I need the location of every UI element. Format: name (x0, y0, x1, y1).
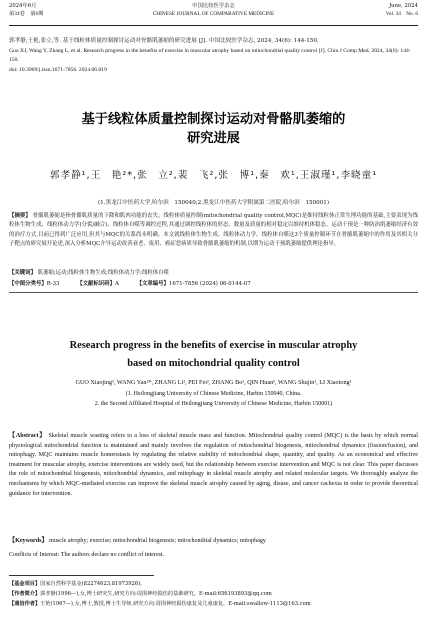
footnote-fund (9, 579, 418, 589)
corresponding-label: 【通信作者】 (9, 601, 41, 607)
title-en (0, 337, 427, 373)
title-en-line: Research progress in the benefits of exercise in muscular atrophy (69, 340, 358, 351)
header-volume-cn: 第34卷 第6期 (9, 11, 44, 17)
header-volume-en: Vol. 34 No. 6 (385, 11, 418, 17)
affiliation-en-1: (1. Heilongjiang University of Chinese Medicine, Harbin 150040, China. (125, 391, 302, 397)
affiliation-en (0, 390, 427, 409)
affiliation-cn: (1.黑龙江中医药大学,哈尔滨 150040;2.黑龙江中医药大学附属第二医院,哈尔滨 150001) (98, 200, 329, 206)
keywords-cn-text: 肌萎缩;运动;线粒体生物生成;线粒体动力学;线粒体自噬 (37, 270, 169, 276)
citation-cn: 郭孝静,王艳,张立,等. 基于线粒体质量控制探讨运动对骨骼肌萎缩的研究进展 [J]. 中国比较医学杂志, 2024, 34(6): 144-150. (9, 38, 319, 44)
abstract-cn-label: 【摘要】 (9, 213, 31, 219)
fund-text: 国家自然科学基金(82274623,81973926)。 (40, 581, 146, 587)
header-date: 2024年6月 (9, 3, 37, 9)
conflict-of-interest (9, 552, 418, 558)
footnote-corresponding (9, 599, 418, 609)
corresponding-text: 王艳(1967—),女,博士,教授,博士生导师,研究方向:周围神经损伤康复及儿童康复。E-mail:swallow-1113@163.com (40, 601, 311, 607)
footnotes (9, 579, 418, 609)
header-date-en: June, 2024 (389, 3, 418, 9)
header-journal-cn: 中国比较医学杂志 (192, 3, 235, 9)
keywords-en (9, 537, 418, 547)
abstract-en-label: 【Abstract】 (9, 433, 47, 439)
keywords-cn-label: 【关键词】 (9, 270, 36, 276)
doc-code-label: 【文献标识码】 (77, 281, 115, 287)
running-header (9, 3, 418, 25)
fund-label: 【基金项目】 (9, 581, 41, 587)
author-bio-text: 郭孝静(1996—),女,博士研究生,研究方向:周围神经损伤的基础研究。E-mail:656193893@qq.com (40, 591, 272, 597)
citation-block (9, 37, 418, 75)
classification-line (9, 280, 418, 289)
title-cn-line: 基于线粒体质量控制探讨运动对骨骼肌萎缩的 (81, 112, 346, 127)
footnote-rule (9, 575, 154, 576)
keywords-cn (9, 269, 418, 278)
citation-en: Guo XJ, Wang Y, Zhang L, et al. Research progress in the benefits of exercise in muscular atrophy based on mitochondrial quality control [J]. Chin J Comp Med, 2024, 34(6): 144-150. (9, 47, 411, 64)
header-journal-en: CHINESE JOURNAL OF COMPARATIVE MEDICINE (152, 11, 275, 17)
title-cn-line: 研究进展 (187, 131, 240, 146)
footnote-author (9, 589, 418, 599)
abstract-cn-text: 骨骼肌萎缩是指骨骼肌质量的下降和肌肉功能的丧失。线粒体质量控制(mitochondrial quality control,MQC)是维持线粒体正常生理功能的基础,主要表现为线粒体生物生成、线粒体动力学(分裂/融合)、线粒体自噬等调控过程,其通过调控线粒体的形态、数量及质量的相对稳定以维持机体稳态。运动干预是一种防治肌萎缩经济有效的治疗方式,目前已得到广泛应用,但其与MQC的关系尚未明确。本文就线粒体生物生成、线粒体动力学、线粒体自噬这3个质量控制环节在骨骼肌萎缩中的作用及其相关分子靶点的研究展开论述,深入分析MQC介导运动改善衰老、废用、癌症恶病质导致骨骼肌萎缩的机制,以期为运动干预肌萎缩提供理论指导。 (9, 213, 418, 248)
affiliation-en-2: 2. the Second Affiliated Hospital of Heilongjiang University of Chinese Medicine, Harbin 150001) (94, 400, 333, 407)
header-rule (9, 25, 418, 26)
coi-label: Conflicts of Interest: (9, 552, 60, 558)
doc-code-value: A (114, 281, 119, 287)
article-id-value: 1671-7856 (2024) 06-0144-07 (168, 281, 251, 287)
title-cn (0, 110, 427, 148)
abstract-en (9, 432, 418, 499)
authors-en: GUO Xiaojing¹, WANG Yan²*, ZHANG Li², PEI Fei², ZHANG Bo¹, QIN Huan¹, WANG Shujin¹, LI Xiaotong¹ (75, 379, 352, 386)
authors-cn: 郭孝静¹,王 艳²*,张 立²,裴 飞²,张 博¹,秦 欢¹,王淑瑾¹,李晓童¹ (49, 170, 378, 181)
clc-label: 【中图分类号】 (9, 281, 47, 287)
keywords-en-label: 【Keywords】 (9, 538, 48, 544)
citation-doi: doi: 10.3969/j.issn.1671-7856. 2024.06.019 (9, 66, 107, 73)
clc-value: R-33 (46, 281, 60, 287)
keywords-en-text: muscle atrophy; exercise; mitochondrial biogenesis; mitochondrial dynamics; mitophagy (49, 538, 266, 544)
title-en-line: based on mitochondrial quality control (127, 358, 300, 369)
abstract-en-text: Skeletal muscle wasting refers to a loss of skeletal muscle mass and function. Mitochondrial quality control (MQC) is the basis by which normal physiological mitochondrial function is maintained and mainly involves the regulation of mitochondrial biogenesis, mitochondrial dynamics (fission/fusion), and mitophagy. MQC maintains muscle homeostasis by regulating the relative stability of mitochondrial shape, quantity, and quality. As an economical and effective treatment for muscular atrophy, exercise interventions are widely used, but the relationship between exercise intervention and MQC is not clear. This paper discusses the role of mitochondrial biogenesis, mitochondrial dynamics, and mitophagy in skeletal muscle atrophy and related molecular targets. We thoroughly analyze the mechanisms by which MQC-mediated exercise can improve the skeletal muscle atrophy caused by aging, disuse, and cancer cachexia in order to provide theoretical guidance for intervention. (9, 433, 418, 497)
article-id-label: 【文章编号】 (136, 281, 169, 287)
abstract-cn (9, 212, 418, 250)
coi-text: The authors declare no conflict of interest. (60, 552, 165, 558)
author-bio-label: 【作者简介】 (9, 591, 41, 597)
section-divider (9, 292, 418, 293)
